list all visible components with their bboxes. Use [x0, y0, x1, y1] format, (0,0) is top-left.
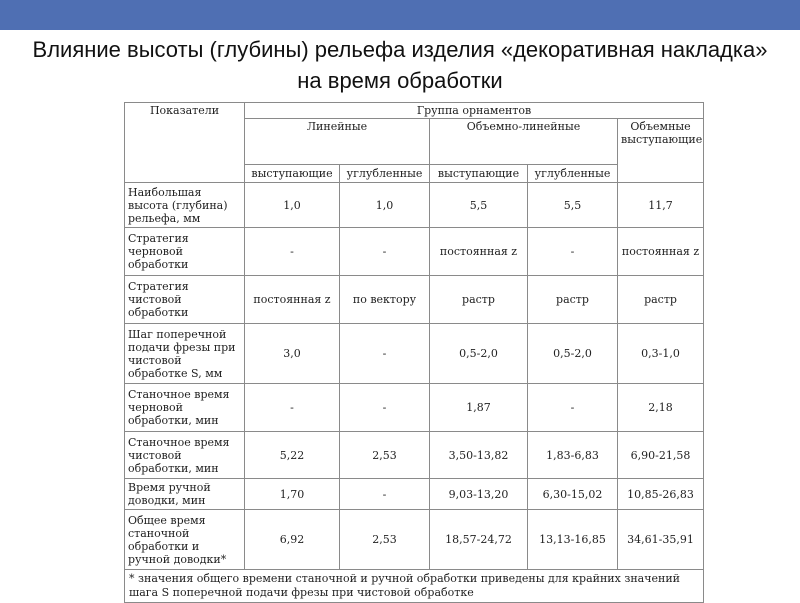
- table-cell: растр: [618, 276, 704, 324]
- table-row: [125, 276, 704, 324]
- header-indicators: Показатели: [125, 103, 245, 183]
- table-cell: 13,13-16,85: [528, 510, 618, 570]
- table-cell: -: [245, 228, 340, 276]
- table-cell: -: [340, 324, 430, 384]
- row-label: Наибольшая высота (глубина) рельефа, мм: [125, 183, 245, 228]
- table-row: [125, 324, 704, 384]
- table-row: [125, 510, 704, 570]
- header-group: Группа орнаментов: [245, 103, 704, 119]
- table-cell: 34,61-35,91: [618, 510, 704, 570]
- header-linear-recessed: углубленные: [340, 165, 430, 183]
- table-cell: -: [340, 479, 430, 510]
- header-volume-linear-protruding: выступающие: [430, 165, 528, 183]
- table-cell: 1,70: [245, 479, 340, 510]
- table-cell: 0,3-1,0: [618, 324, 704, 384]
- table-cell: 9,03-13,20: [430, 479, 528, 510]
- row-label: [125, 324, 245, 384]
- header-linear: Линейные: [245, 119, 430, 165]
- table-row: [125, 479, 704, 510]
- table-cell: 5,22: [245, 432, 340, 479]
- table-cell: 2,53: [340, 510, 430, 570]
- table-cell: 18,57-24,72: [430, 510, 528, 570]
- table-cell: -: [528, 384, 618, 432]
- table-row: [125, 384, 704, 432]
- table-cell: 3,0: [245, 324, 340, 384]
- table-cell: 0,5-2,0: [528, 324, 618, 384]
- table-cell: постоянная z: [245, 276, 340, 324]
- header-volume-linear-recessed: углубленные: [528, 165, 618, 183]
- slide-top-bar: [0, 0, 800, 30]
- row-label: Станочное время чистовой обработки, мин: [125, 432, 245, 479]
- table-cell: 5,5: [528, 183, 618, 228]
- table-cell: 2,18: [618, 384, 704, 432]
- table-cell: 6,90-21,58: [618, 432, 704, 479]
- table-row: [125, 432, 704, 479]
- table-cell: 0,5-2,0: [430, 324, 528, 384]
- table-cell: постоянная z: [430, 228, 528, 276]
- table-cell: -: [340, 228, 430, 276]
- table-row: [125, 228, 704, 276]
- table-cell: -: [245, 384, 340, 432]
- table-cell: растр: [430, 276, 528, 324]
- header-linear-protruding: выступающие: [245, 165, 340, 183]
- row-label: Стратегия чистовой обработки: [125, 276, 245, 324]
- table-cell: -: [528, 228, 618, 276]
- table-cell: 3,50-13,82: [430, 432, 528, 479]
- table-cell: 10,85-26,83: [618, 479, 704, 510]
- footnote-row: [125, 570, 704, 603]
- data-table-container: [124, 102, 703, 598]
- table-cell: 1,0: [340, 183, 430, 228]
- table-cell: -: [340, 384, 430, 432]
- table-cell: постоянная z: [618, 228, 704, 276]
- header-volume-linear: Объемно-линейные: [430, 119, 618, 165]
- row-label: Время ручной доводки, мин: [125, 479, 245, 510]
- table-cell: по вектору: [340, 276, 430, 324]
- table-cell: 1,0: [245, 183, 340, 228]
- header-row-1: [125, 103, 704, 119]
- row-label: Стратегия черновой обработки: [125, 228, 245, 276]
- slide-title: Влияние высоты (глубины) рельефа изделия «декоративная накладка» на время обработки: [32, 37, 768, 93]
- row-label-text: Шаг поперечной подачи фрезы при чистовой обработке S, мм: [128, 327, 236, 380]
- table-cell: 5,5: [430, 183, 528, 228]
- table-cell: 1,83-6,83: [528, 432, 618, 479]
- table-cell: 6,30-15,02: [528, 479, 618, 510]
- header-volume: Объемные выступающие: [618, 119, 704, 183]
- table-cell: 1,87: [430, 384, 528, 432]
- row-label: Станочное время черновой обработки, мин: [125, 384, 245, 432]
- table-cell: растр: [528, 276, 618, 324]
- table-cell: 6,92: [245, 510, 340, 570]
- table-row: [125, 183, 704, 228]
- table-footnote: * значения общего времени станочной и ручной обработки приведены для крайних значений шага S поперечной подачи фрезы при чистовой обработке: [125, 570, 704, 603]
- ornament-time-table: [124, 102, 704, 603]
- table-cell: 2,53: [340, 432, 430, 479]
- table-cell: 11,7: [618, 183, 704, 228]
- row-label: Общее время станочной обработки и ручной доводки*: [125, 510, 245, 570]
